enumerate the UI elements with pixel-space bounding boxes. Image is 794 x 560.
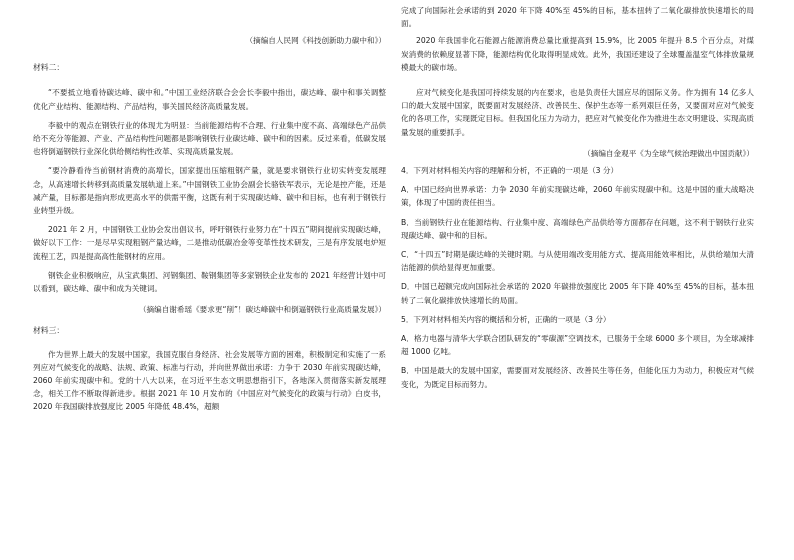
question-4-option-d: D．中国已超额完成向国际社会承诺的 2020 年碳排放强度比 2005 年下降 40%至 45%的目标，基本扭转了二氧化碳排放快速增长的局面。 [401,282,754,305]
material-2-paragraph-1: “不要抵立地看待碳达峰、碳中和。”中国工业经济联合会会长李毅中指出，碳达峰、碳中和事关调整优化产业结构、能源结构、产品结构，事关国民经济高质量发展。 [33,88,386,111]
left-column [33,0,386,414]
material-3-paragraph-1-cont: 完成了向国际社会承诺的到 2020 年下降 40%至 45%的目标，基本扭转了二氧化碳排放快速增长的局面。 [401,6,754,29]
material-3-paragraph-3: 应对气候变化是我国可持续发展的内在要求，也是负责任大国应尽的国际义务。作为拥有 14 亿多人口的最大发展中国家，既要面对发展经济、改善民生、保护生态等一系列艰巨任务，又要面对应对气候变化的各项工作，实现既定目标。但我国化压力为动力，把应对气候变化作为推进生态文明建设、实现高质量发展的重要抓手。 [401,88,754,137]
material-2-paragraph-3: “要冷静看待当前钢材消费的高增长，国家提出压缩粗钢产量，就是要求钢铁行业切实转变发展理念，从高速增长转移到高质量发展轨道上来。”中国钢铁工业协会副会长骆铁军表示，无论是控产能，还是减产量，目标都是指向形成更高水平的供需平衡，这既有利于实现碳达峰、碳中和目标，也有利于钢铁行业转型升级。 [33,166,386,216]
material-3-paragraph-1: 作为世界上最大的发展中国家，我国克服自身经济、社会发展等方面的困难，积极制定和实施了一系列应对气候变化的战略、法规、政策、标准与行动，并向世界做出承诺：力争于 2030 年前实现碳达峰，2060 年前实现碳中和。党的十八大以来，在习近平生态文明思想指引下，各地深入贯彻落实新发展理念，相关工作不断取得新进步。根据 2021 年 10 月发布的《中国应对气候变化的政策与行动》白皮书，2020 年我国碳排放强度比 2005 年降低 48.4%，超额 [33,349,386,412]
source-note-1: （摘编自人民网《科技创新助力碳中和》） [245,36,386,45]
right-column [401,0,754,391]
source-note-3: （摘编自金观平《为全球气候治理做出中国贡献》） [583,148,754,158]
question-4-option-c: C．“十四五”时期是碳达峰的关键时期。与从使用端改变用能方式、提高用能效率相比，从供给端加大清洁能源的供给显得更加重要。 [401,250,754,273]
material-2-title: 材料二： [33,63,65,73]
question-5: 5．下列对材料相关内容的概括和分析，正确的一项是（3 分） [401,314,611,324]
material-2-paragraph-4: 2021 年 2 月，中国钢铁工业协会发出倡议书，呼吁钢铁行业努力在“十四五”期间提前实现碳达峰，做好以下工作：一是尽早实现粗钢产量达峰，二是推动低碳冶金等变革性技术研发，三是有序发展电炉短流程工艺，四是提高高性能钢材的应用。 [33,225,386,261]
material-2-paragraph-2: 李毅中的观点在钢铁行业的体现尤为明显：当前能源结构不合理、行业集中度不高、高端绿色产品供给不充分等能源、产业、产品结构性问题都是影响钢铁行业碳达峰、碳中和的因素。反过来看，低碳发展也将倒逼钢铁行业深化供给侧结构性改革、实现高质量发展。 [33,120,386,157]
question-4-option-a: A．中国已经向世界承诺：力争 2030 年前实现碳达峰，2060 年前实现碳中和。这是中国的重大战略决策，体现了中国的责任担当。 [401,185,754,208]
material-3-paragraph-2: 2020 年我国非化石能源占能源消费总量比重提高到 15.9%，比 2005 年提升 8.5 个百分点，对煤炭消费的依赖度显著下降，能源结构优化取得明显成效。此外，我国还建设了全球覆盖温室气体排放量规模最大的碳市场。 [401,36,754,72]
question-5-option-b: B．中国是最大的发展中国家，需要面对发展经济、改善民生等任务，但能化压力为动力，积极应对气候变化，为既定目标而努力。 [401,366,754,389]
material-2-paragraph-5: 钢铁企业积极响应，从宝武集团、河钢集团、鞍钢集团等多家钢铁企业发布的 2021 年经营计划中可以看到，碳达峰、碳中和成为关键词。 [33,270,386,294]
material-3-title: 材料三： [33,326,65,336]
question-4-option-b: B．当前钢铁行业在能源结构、行业集中度、高端绿色产品供给等方面都存在问题，这不利于钢铁行业实现碳达峰、碳中和的目标。 [401,217,754,240]
question-4: 4．下列对材料相关内容的理解和分析，不正确的一项是（3 分） [401,166,619,176]
question-5-option-a: A．格力电器与清华大学联合团队研发的“零碳源”空调技术，已服务于全球 6000 多个项目，为全球减排超 1000 亿吨。 [401,334,754,357]
source-note-2: （摘编自谢希瑶《要求更“削”！碳达峰碳中和倒逼钢铁行业高质量发展》） [138,305,386,315]
